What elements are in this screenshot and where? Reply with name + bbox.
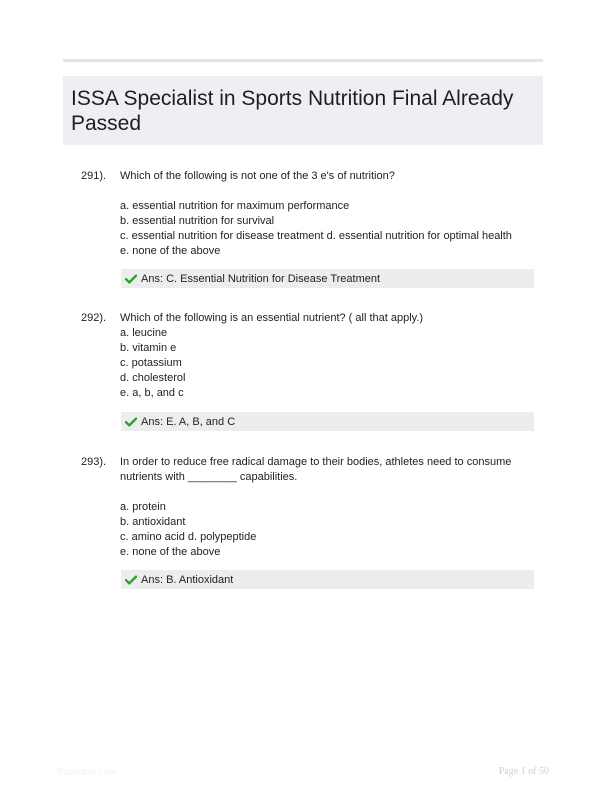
options-list [120,199,535,259]
option-b: b. vitamin e [120,342,177,354]
title-banner [63,76,543,145]
page-title: ISSA Specialist in Sports Nutrition Final Already Passed [71,87,514,135]
page-number: Page 1 of 50 [498,766,549,777]
question-body [120,455,535,560]
option-e: e. none of the above [120,245,221,257]
answer-text: Ans: E. A, B, and C [141,415,236,428]
option-c: c. essential nutrition for disease treatment d. essential nutrition for optimal health [120,230,512,242]
check-icon [125,417,137,427]
question-body [120,169,535,259]
footer-site: Paperlibic.com [57,767,117,777]
question-text: Which of the following is an essential nutrient? ( all that apply.) [120,312,424,324]
question-number: 292). [81,312,107,324]
option-a: a. leucine [120,327,168,339]
option-b: b. essential nutrition for survival [120,215,275,227]
option-d: d. cholesterol [120,372,186,384]
question-text: In order to reduce free radical damage to their bodies, athletes need to consume nutrients with ________ capabilities. [120,456,512,483]
answer-box [121,570,534,589]
question-text: Which of the following is not one of the 3 e's of nutrition? [120,170,395,182]
option-e: e. none of the above [120,546,221,558]
question-body [120,311,535,401]
options-list [120,326,535,401]
answer-box [121,269,534,288]
top-divider [63,59,543,62]
option-b: b. antioxidant [120,516,186,528]
answer-text: Ans: B. Antioxidant [141,573,234,586]
option-c: c. potassium [120,357,182,369]
check-icon [125,575,137,585]
option-c: c. amino acid d. polypeptide [120,531,257,543]
options-list [120,500,535,560]
question-number: 293). [81,456,107,468]
answer-box [121,412,534,431]
answer-text: Ans: C. Essential Nutrition for Disease Treatment [141,272,381,285]
option-e: e. a, b, and c [120,387,184,399]
question-number: 291). [81,170,107,182]
option-a: a. protein [120,501,166,513]
check-icon [125,274,137,284]
option-a: a. essential nutrition for maximum performance [120,200,350,212]
